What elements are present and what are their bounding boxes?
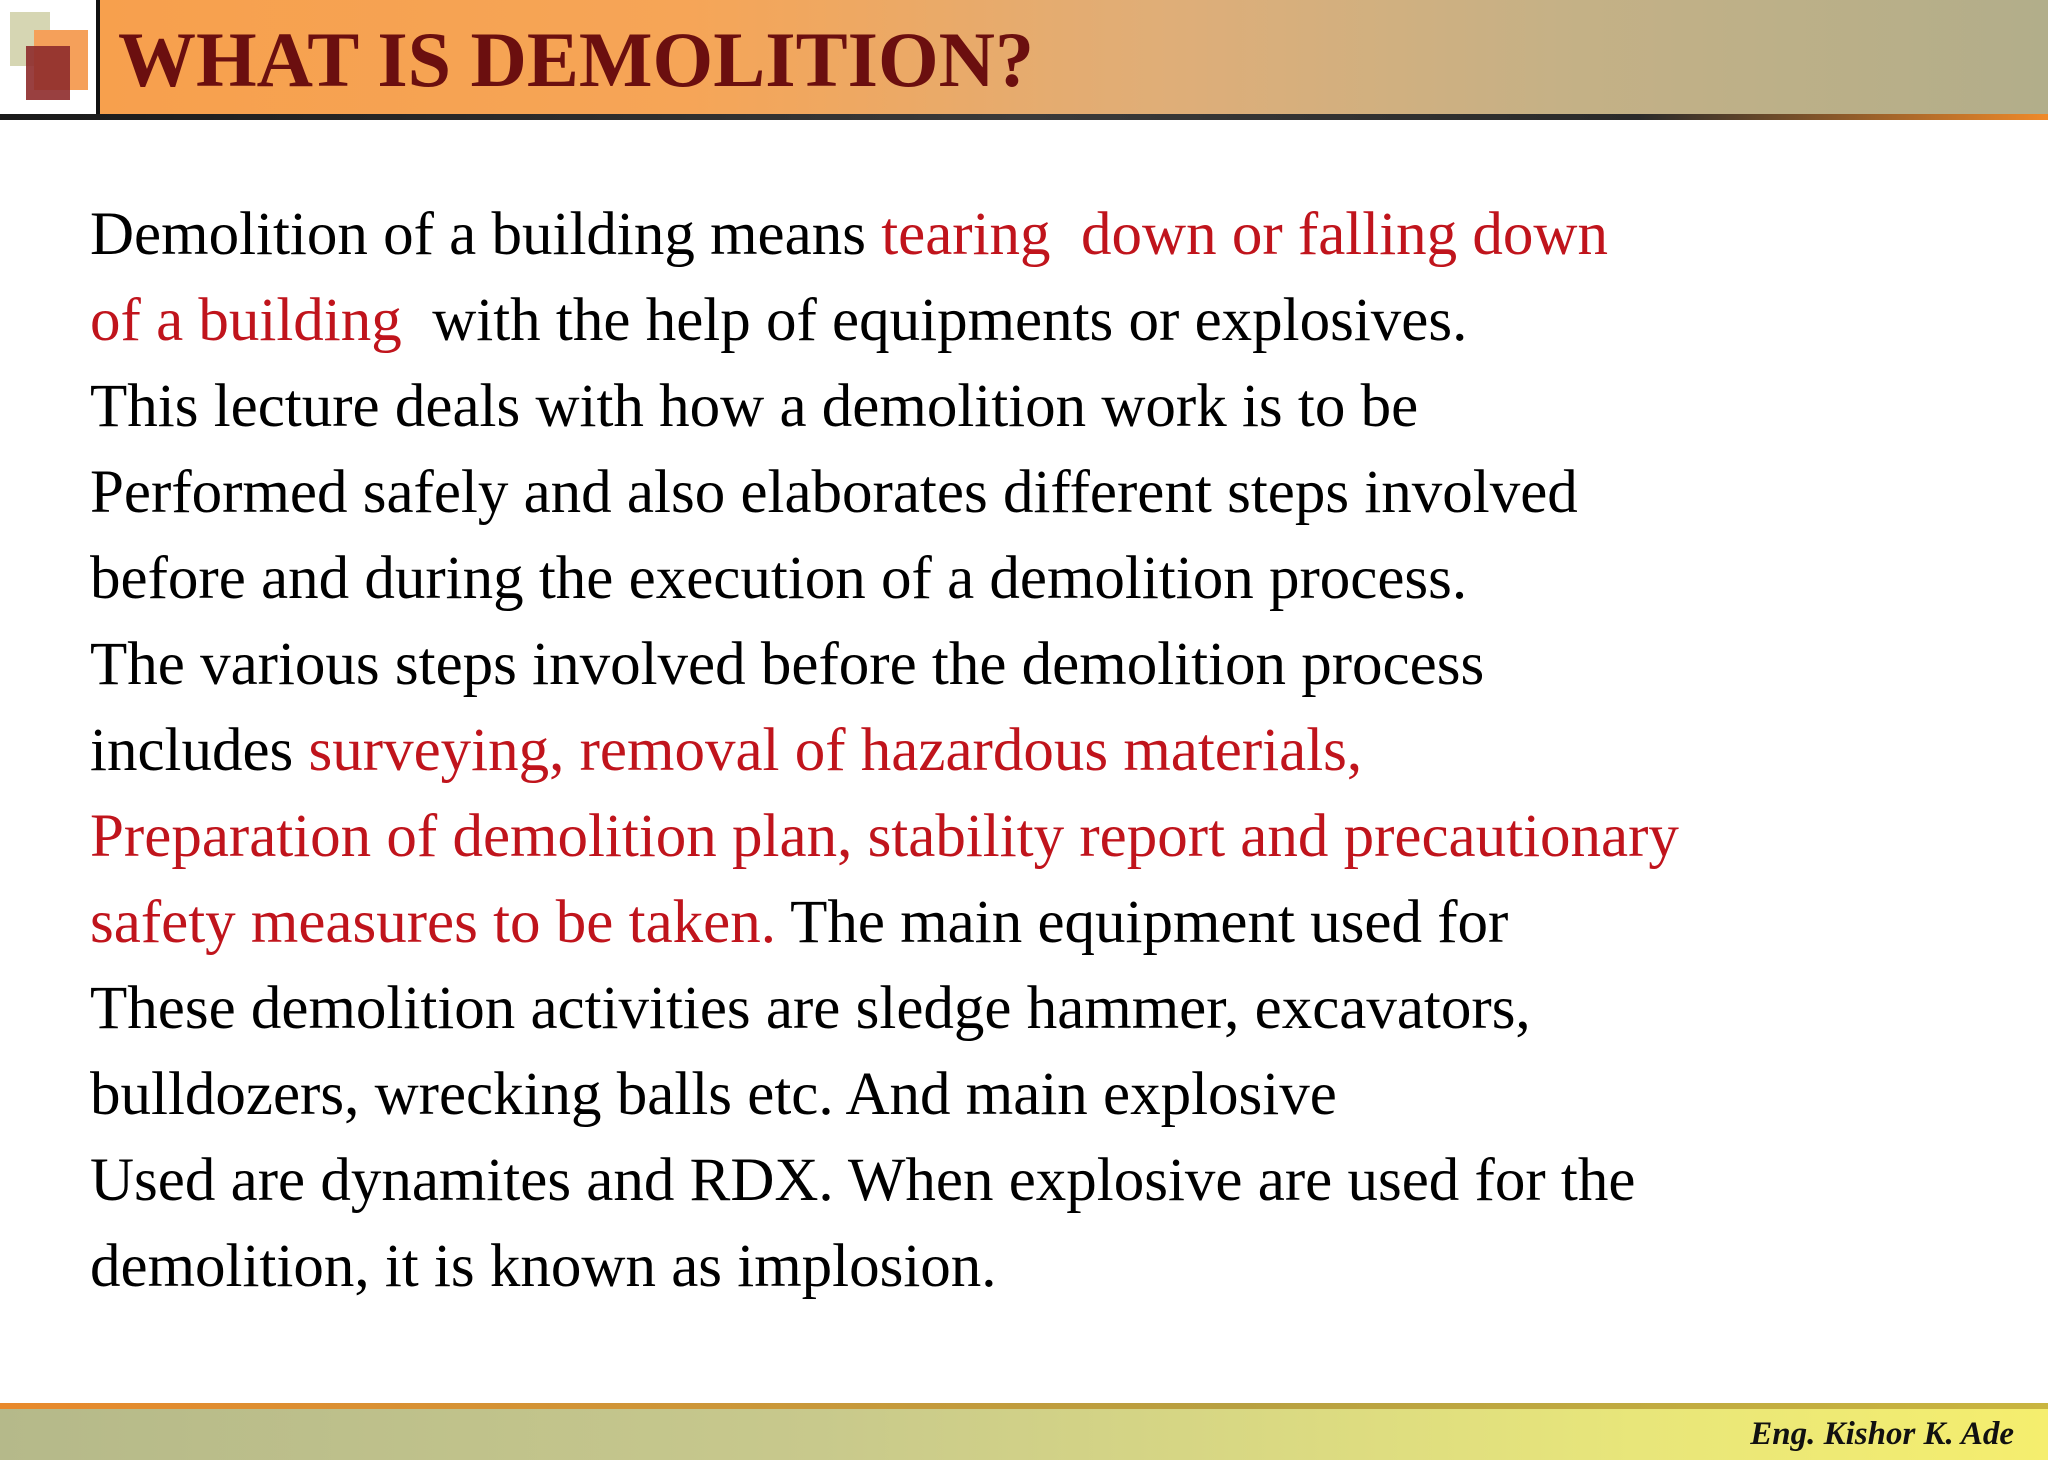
body-line [90, 1224, 2010, 1310]
footer-author: Eng. Kishor K. Ade [1750, 1416, 2014, 1452]
body-line [90, 278, 2010, 364]
highlighted-text: surveying, removal of hazardous materials, [308, 717, 1363, 784]
body-text-segment: before and during the execution of a demolition process. [90, 545, 1468, 612]
body-text-segment: Used are dynamites and RDX. When explosive are used for the [90, 1147, 1636, 1214]
body-text-segment: Performed safely and also elaborates different steps involved [90, 459, 1578, 526]
body-line [90, 966, 2010, 1052]
body-line [90, 1138, 2010, 1224]
body-text-segment: The main equipment used for [775, 889, 1509, 956]
body-line [90, 794, 2010, 880]
slide-logo-icon [0, 0, 96, 114]
body-line [90, 880, 2010, 966]
footer-bar [0, 1409, 2048, 1460]
body-text-segment: Demolition of a building means [90, 201, 882, 268]
body-text-segment: demolition, it is known as implosion. [90, 1233, 997, 1300]
header-divider [96, 0, 100, 120]
body-line [90, 536, 2010, 622]
body-line [90, 622, 2010, 708]
body-text-segment: The various steps involved before the demolition process [90, 631, 1485, 698]
header-underline [0, 114, 2048, 120]
highlighted-text: Preparation of demolition plan, stability report and precautionary [90, 803, 1679, 870]
body-line [90, 450, 2010, 536]
highlighted-text: tearing down or falling down [881, 201, 1608, 268]
body-text [90, 192, 2010, 1310]
body-text-segment: bulldozers, wrecking balls etc. And main explosive [90, 1061, 1337, 1128]
body-text-segment: includes [90, 717, 309, 784]
body-line [90, 364, 2010, 450]
body-text-segment: with the help of equipments or explosives. [401, 287, 1468, 354]
body-line [90, 1052, 2010, 1138]
body-text-segment: This lecture deals with how a demolition work is to be [90, 373, 1419, 440]
highlighted-text: safety measures to be taken. [90, 889, 776, 956]
logo-square-red [26, 46, 70, 100]
page-title: WHAT IS DEMOLITION? [118, 16, 1034, 103]
body-line [90, 708, 2010, 794]
body-line [90, 192, 2010, 278]
body-text-segment: These demolition activities are sledge hammer, excavators, [90, 975, 1531, 1042]
highlighted-text: of a building [90, 287, 402, 354]
